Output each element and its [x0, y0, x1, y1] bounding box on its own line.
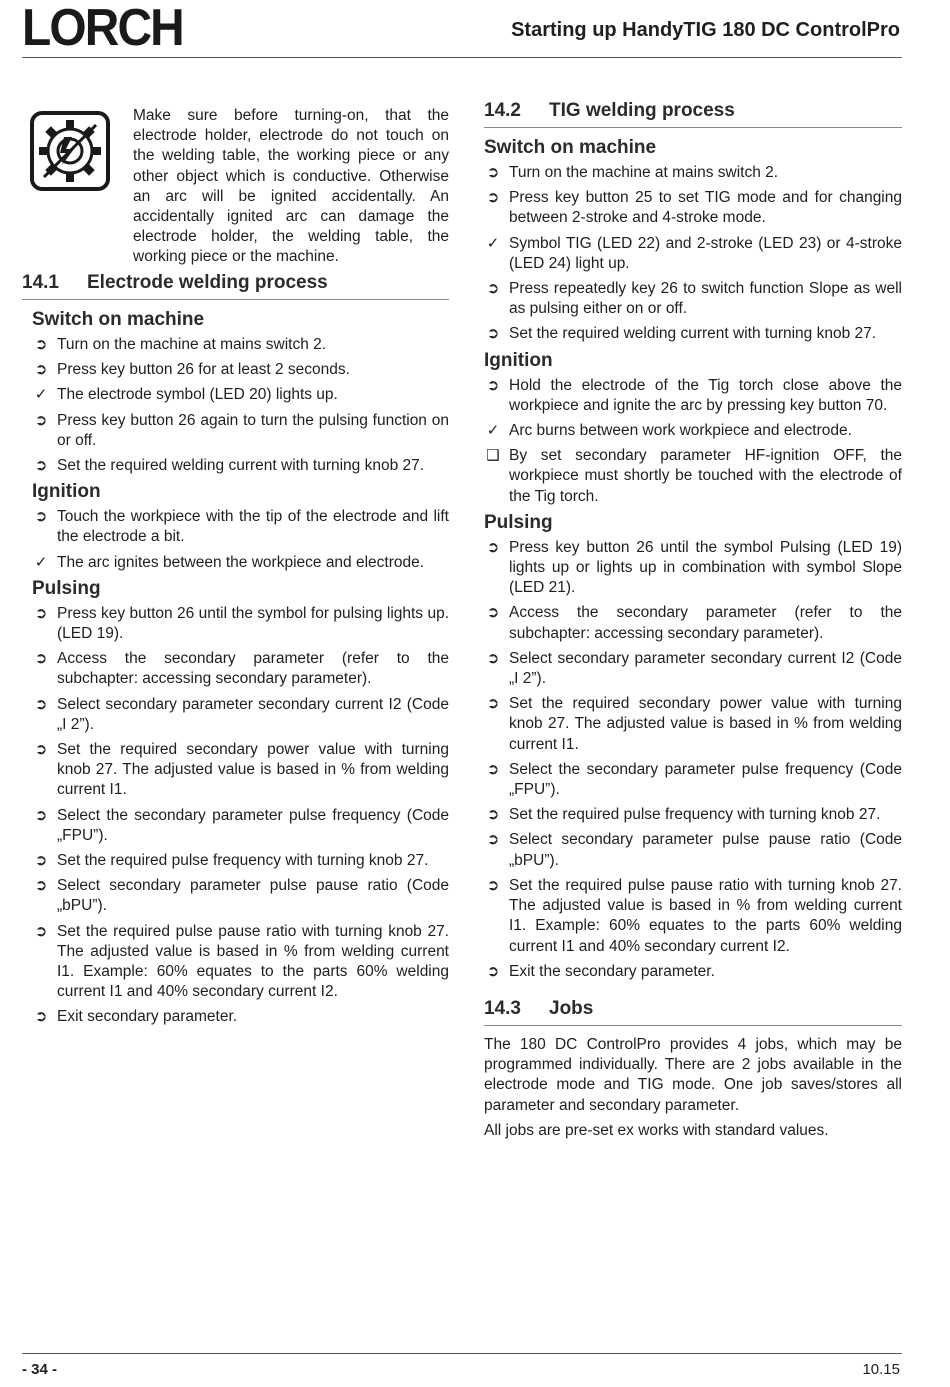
action-arrow-icon: ➲: [34, 922, 48, 940]
section-number: 14.2: [484, 100, 521, 121]
lorch-logo: LORCH: [22, 0, 183, 57]
list-item: [484, 446, 902, 507]
action-arrow-icon: ➲: [34, 650, 48, 668]
page-number: - 34 -: [22, 1361, 58, 1378]
list-item: [32, 385, 449, 405]
jobs-paragraph: The 180 DC ControlPro provides 4 jobs, which may be programmed individually. There are 2 jobs available in the electrode mode and TIG mode. One job saves/stores all parameter and secondary parameter.: [484, 1035, 902, 1114]
document-title: Starting up HandyTIG 180 DC ControlPro: [511, 19, 900, 41]
action-arrow-icon: ➲: [486, 962, 500, 980]
list-item-text: Press repeatedly key 26 to switch function Slope as well as pulsing either on or off.: [509, 280, 902, 318]
action-arrow-icon: ➲: [486, 695, 500, 713]
list-item-text: Select secondary parameter secondary current I2 (Code „I 2”).: [509, 649, 902, 688]
list-item-text: Select secondary parameter pulse pause ratio (Code „bPU”).: [57, 877, 449, 915]
list-item-text: Access the secondary parameter (refer to the subchapter: accessing secondary parameter).: [57, 650, 449, 688]
list-item-text: Set the required welding current with turning knob 27.: [57, 457, 425, 475]
action-arrow-icon: ➲: [34, 695, 48, 713]
subheading-switch-on: Switch on machine: [32, 309, 205, 330]
list-item: [32, 335, 449, 355]
list-item: [484, 234, 902, 274]
list-item: [32, 1007, 449, 1027]
list-item-text: The electrode symbol (LED 20) lights up.: [57, 386, 338, 404]
action-arrow-icon: ➲: [486, 164, 500, 181]
list-item-text: Select the secondary parameter pulse frequency (Code „FPU”).: [509, 760, 902, 799]
list-item: [484, 805, 902, 825]
list-item: [484, 163, 902, 183]
list-item: [484, 324, 902, 344]
step-list: [484, 538, 902, 982]
action-arrow-icon: ➲: [486, 189, 500, 207]
list-item-text: By set secondary parameter HF-ignition OFF, the workpiece must shortly be touched with the electrode of the Tig torch.: [509, 447, 902, 505]
action-arrow-icon: ➲: [34, 877, 48, 895]
action-arrow-icon: ➲: [34, 1008, 48, 1026]
list-item: [32, 360, 449, 380]
list-item: [484, 603, 902, 643]
section-title-text: Jobs: [549, 997, 594, 1019]
list-item-text: The arc ignites between the workpiece and electrode.: [57, 553, 425, 571]
step-list: [32, 335, 449, 476]
step-list: [484, 376, 902, 507]
action-arrow-icon: ➲: [34, 604, 48, 622]
check-icon: ✓: [486, 422, 500, 440]
document-version: 10.15: [862, 1361, 900, 1378]
list-item-text: Press key button 26 again to turn the pulsing function on or off.: [57, 411, 449, 449]
action-arrow-icon: ➲: [34, 741, 48, 759]
list-item-text: Select the secondary parameter pulse frequency (Code „FPU”).: [57, 806, 449, 844]
action-arrow-icon: ➲: [34, 361, 48, 379]
list-item: [32, 851, 449, 871]
list-item: [32, 876, 449, 916]
action-arrow-icon: ➲: [34, 336, 48, 353]
list-item-text: Set the required pulse frequency with turning knob 27.: [57, 852, 429, 870]
list-item-text: Access the secondary parameter (refer to the subchapter: accessing secondary parameter).: [509, 604, 902, 642]
list-item: [484, 830, 902, 870]
subheading-pulsing: Pulsing: [484, 511, 553, 533]
list-item: [32, 649, 449, 689]
list-item: [484, 188, 902, 228]
action-arrow-icon: ➲: [486, 806, 500, 824]
list-item: [484, 694, 902, 755]
action-arrow-icon: ➲: [486, 376, 500, 394]
list-item: [32, 740, 449, 801]
list-item-text: Press key button 26 until the symbol Pulsing (LED 19) lights up or lights up in combination with symbol Slope (LED 21).: [509, 538, 902, 597]
check-icon: ✓: [34, 553, 48, 571]
action-arrow-icon: ➲: [34, 508, 48, 526]
page-header: [22, 0, 902, 58]
check-icon: ✓: [486, 234, 500, 252]
list-item: [32, 553, 449, 573]
action-arrow-icon: ➲: [486, 649, 500, 667]
list-item-text: Hold the electrode of the Tig torch close above the workpiece and ignite the arc by pressing key button 70.: [509, 376, 902, 414]
step-list: [484, 163, 902, 345]
list-item-text: Set the required secondary power value with turning knob 27. The adjusted value is based in % from welding current I1.: [57, 741, 449, 799]
gear-warning-icon: [30, 111, 110, 191]
section-title-jobs: [484, 998, 902, 1026]
list-item: [484, 421, 902, 441]
list-item: [484, 962, 902, 982]
action-arrow-icon: ➲: [486, 604, 500, 622]
list-item-text: Symbol TIG (LED 22) and 2-stroke (LED 23) or 4-stroke (LED 24) light up.: [509, 234, 902, 272]
list-item-text: Select secondary parameter secondary current I2 (Code „I 2”).: [57, 695, 449, 733]
list-item: [484, 376, 902, 416]
note-box-icon: ❑: [486, 447, 500, 465]
left-column: [22, 100, 449, 1033]
list-item-text: Touch the workpiece with the tip of the electrode and lift the electrode a bit.: [57, 508, 449, 546]
subheading-ignition: Ignition: [484, 349, 553, 371]
list-item: [484, 760, 902, 800]
list-item: [32, 507, 449, 547]
list-item-text: Press key button 26 until the symbol for pulsing lights up. (LED 19).: [57, 604, 449, 643]
safety-warning: [22, 100, 449, 272]
list-item-text: Press key button 25 to set TIG mode and for changing between 2-stroke and 4-stroke mode.: [509, 189, 902, 227]
action-arrow-icon: ➲: [486, 831, 500, 849]
list-item-text: Turn on the machine at mains switch 2.: [57, 336, 327, 353]
list-item: [32, 922, 449, 1003]
list-item: [484, 538, 902, 599]
section-title-electrode: [22, 272, 449, 300]
list-item: [484, 279, 902, 319]
list-item-text: Set the required secondary power value with turning knob 27. The adjusted value is based in % from welding current I1.: [509, 695, 902, 753]
section-title-text: TIG welding process: [549, 100, 735, 121]
list-item-text: Set the required pulse pause ratio with turning knob 27. The adjusted value is based in % from welding current I1. Example: 60% equates to the parts 60% welding current I1 and 40% secondary current I2.: [57, 922, 449, 1001]
list-item-text: Exit secondary parameter.: [57, 1008, 238, 1026]
list-item-text: Set the required pulse frequency with turning knob 27.: [509, 806, 881, 824]
subheading-ignition: Ignition: [32, 481, 101, 503]
list-item-text: Set the required pulse pause ratio with turning knob 27. The adjusted value is based in % from welding current I1. Example: 60% equates to the parts 60% welding current I1 and 40% secondary current I2.: [509, 876, 902, 955]
action-arrow-icon: ➲: [34, 806, 48, 824]
action-arrow-icon: ➲: [486, 876, 500, 894]
action-arrow-icon: ➲: [486, 538, 500, 556]
jobs-paragraph: All jobs are pre-set ex works with standard values.: [484, 1121, 829, 1139]
list-item: [32, 604, 449, 644]
step-list: [32, 604, 449, 1028]
list-item-text: Arc burns between work workpiece and electrode.: [509, 422, 852, 440]
right-column: [484, 100, 902, 1146]
list-item-text: Press key button 26 for at least 2 seconds.: [57, 361, 350, 379]
action-arrow-icon: ➲: [486, 760, 500, 778]
section-number: 14.3: [484, 997, 521, 1019]
list-item-text: Set the required welding current with turning knob 27.: [509, 325, 877, 343]
check-icon: ✓: [34, 386, 48, 404]
section-title-tig: [484, 100, 902, 128]
list-item-text: Select secondary parameter pulse pause ratio (Code „bPU”).: [509, 831, 902, 869]
list-item-text: Exit the secondary parameter.: [509, 962, 715, 980]
step-list: [32, 507, 449, 573]
list-item: [32, 411, 449, 451]
subheading-pulsing: Pulsing: [32, 577, 101, 599]
action-arrow-icon: ➲: [34, 411, 48, 429]
action-arrow-icon: ➲: [486, 325, 500, 343]
page-footer: [22, 1353, 902, 1383]
list-item: [32, 456, 449, 476]
list-item-text: Turn on the machine at mains switch 2.: [509, 164, 779, 181]
section-number: 14.1: [22, 272, 59, 293]
section-title-text: Electrode welding process: [87, 272, 328, 293]
list-item: [484, 649, 902, 689]
subheading-switch-on: Switch on machine: [484, 137, 657, 158]
action-arrow-icon: ➲: [486, 280, 500, 298]
list-item: [32, 806, 449, 846]
action-arrow-icon: ➲: [34, 457, 48, 475]
list-item: [484, 876, 902, 957]
warning-text: Make sure before turning-on, that the electrode holder, electrode do not touch on the welding table, the working piece or any other object which is conductive. Otherwise an arc will be ignited accidentally. An accidentally ignited arc can damage the electrode holder, the welding table, the working piece or the machine.: [133, 107, 449, 266]
action-arrow-icon: ➲: [34, 852, 48, 870]
list-item: [32, 695, 449, 735]
